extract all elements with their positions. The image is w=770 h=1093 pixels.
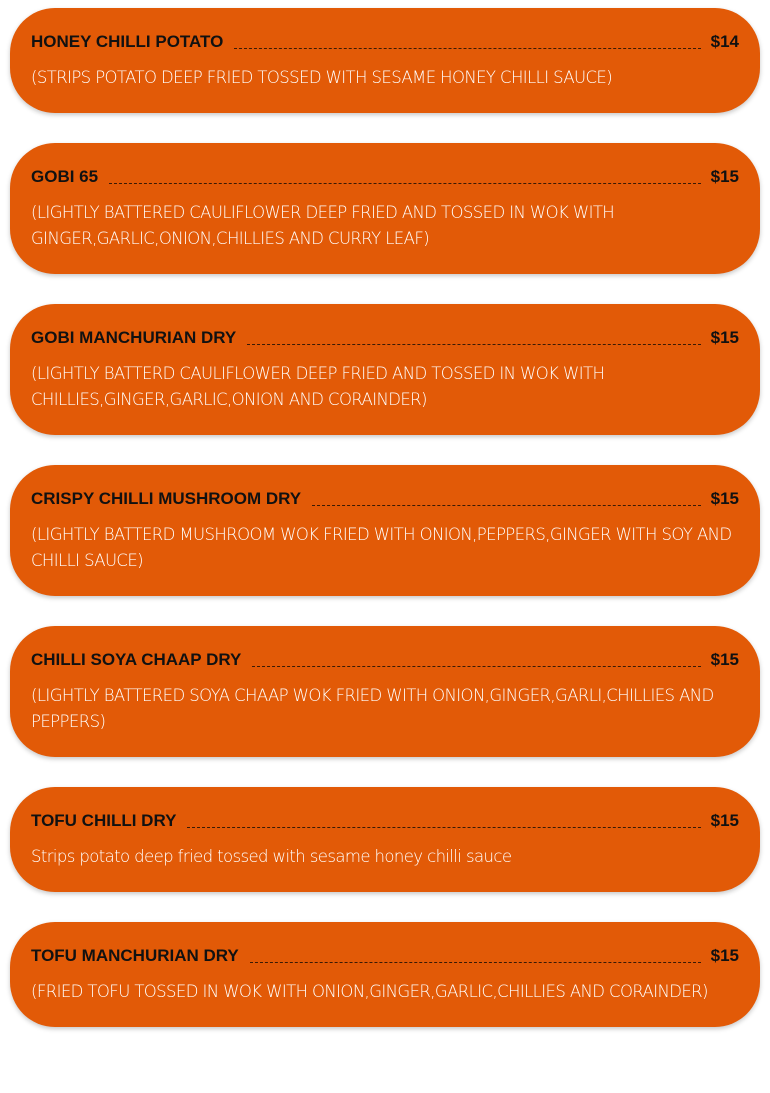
- menu-item-honey-chilli-potato: [10, 8, 760, 113]
- menu-item-description: (LIGHTLY BATTERED CAULIFLOWER DEEP FRIED AND TOSSED IN WOK WITH GINGER,GARLIC,ONION,CHILLIES AND CURRY LEAF): [31, 203, 615, 248]
- menu-item-name: CRISPY CHILLI MUSHROOM DRY: [31, 489, 302, 508]
- menu-item-header: [31, 167, 739, 187]
- menu-item-price: $15: [710, 811, 739, 830]
- menu-item-name: TOFU MANCHURIAN DRY: [31, 946, 239, 965]
- menu-item-price: $15: [710, 328, 739, 347]
- menu-item-description: (LIGHTLY BATTERD MUSHROOM WOK FRIED WITH ONION,PEPPERS,GINGER WITH SOY AND CHILLI SAUCE): [31, 525, 732, 570]
- menu-item-gobi-manchurian-dry: [10, 304, 760, 435]
- menu-item-description: Strips potato deep fried tossed with sesame honey chilli sauce: [31, 847, 512, 866]
- dotted-leader: [187, 826, 700, 828]
- dotted-leader: [312, 504, 701, 506]
- menu-item-name: HONEY CHILLI POTATO: [31, 32, 224, 51]
- menu-item-price: $15: [710, 946, 739, 965]
- menu-item-header: [31, 650, 739, 670]
- menu-item-name: CHILLI SOYA CHAAP DRY: [31, 650, 242, 669]
- menu-item-crispy-chilli-mushroom-dry: [10, 465, 760, 596]
- menu-item-price: $14: [710, 32, 739, 51]
- dotted-leader: [250, 961, 701, 963]
- menu-item-header: [31, 811, 739, 831]
- menu-item-name: TOFU CHILLI DRY: [31, 811, 177, 830]
- menu-item-gobi-65: [10, 143, 760, 274]
- menu-list: [10, 8, 760, 1057]
- menu-item-description: (FRIED TOFU TOSSED IN WOK WITH ONION,GINGER,GARLIC,CHILLIES AND CORAINDER): [31, 982, 708, 1001]
- menu-item-tofu-manchurian-dry: [10, 922, 760, 1027]
- menu-item-header: [31, 328, 739, 348]
- menu-item-chilli-soya-chaap-dry: [10, 626, 760, 757]
- menu-item-description: (LIGHTLY BATTERED SOYA CHAAP WOK FRIED WITH ONION,GINGER,GARLI,CHILLIES AND PEPPERS): [31, 686, 714, 731]
- menu-item-name: GOBI 65: [31, 167, 99, 186]
- menu-item-description: (LIGHTLY BATTERD CAULIFLOWER DEEP FRIED AND TOSSED IN WOK WITH CHILLIES,GINGER,GARLIC,ONION AND CORAINDER): [31, 364, 605, 409]
- menu-item-header: [31, 489, 739, 509]
- menu-item-name: GOBI MANCHURIAN DRY: [31, 328, 237, 347]
- dotted-leader: [252, 665, 700, 667]
- dotted-leader: [109, 182, 701, 184]
- menu-item-price: $15: [710, 167, 739, 186]
- dotted-leader: [234, 47, 700, 49]
- dotted-leader: [247, 343, 700, 345]
- menu-item-price: $15: [710, 489, 739, 508]
- menu-item-header: [31, 946, 739, 966]
- menu-item-price: $15: [710, 650, 739, 669]
- menu-item-tofu-chilli-dry: [10, 787, 760, 892]
- menu-item-header: [31, 32, 739, 52]
- menu-item-description: (STRIPS POTATO DEEP FRIED TOSSED WITH SESAME HONEY CHILLI SAUCE): [31, 68, 613, 87]
